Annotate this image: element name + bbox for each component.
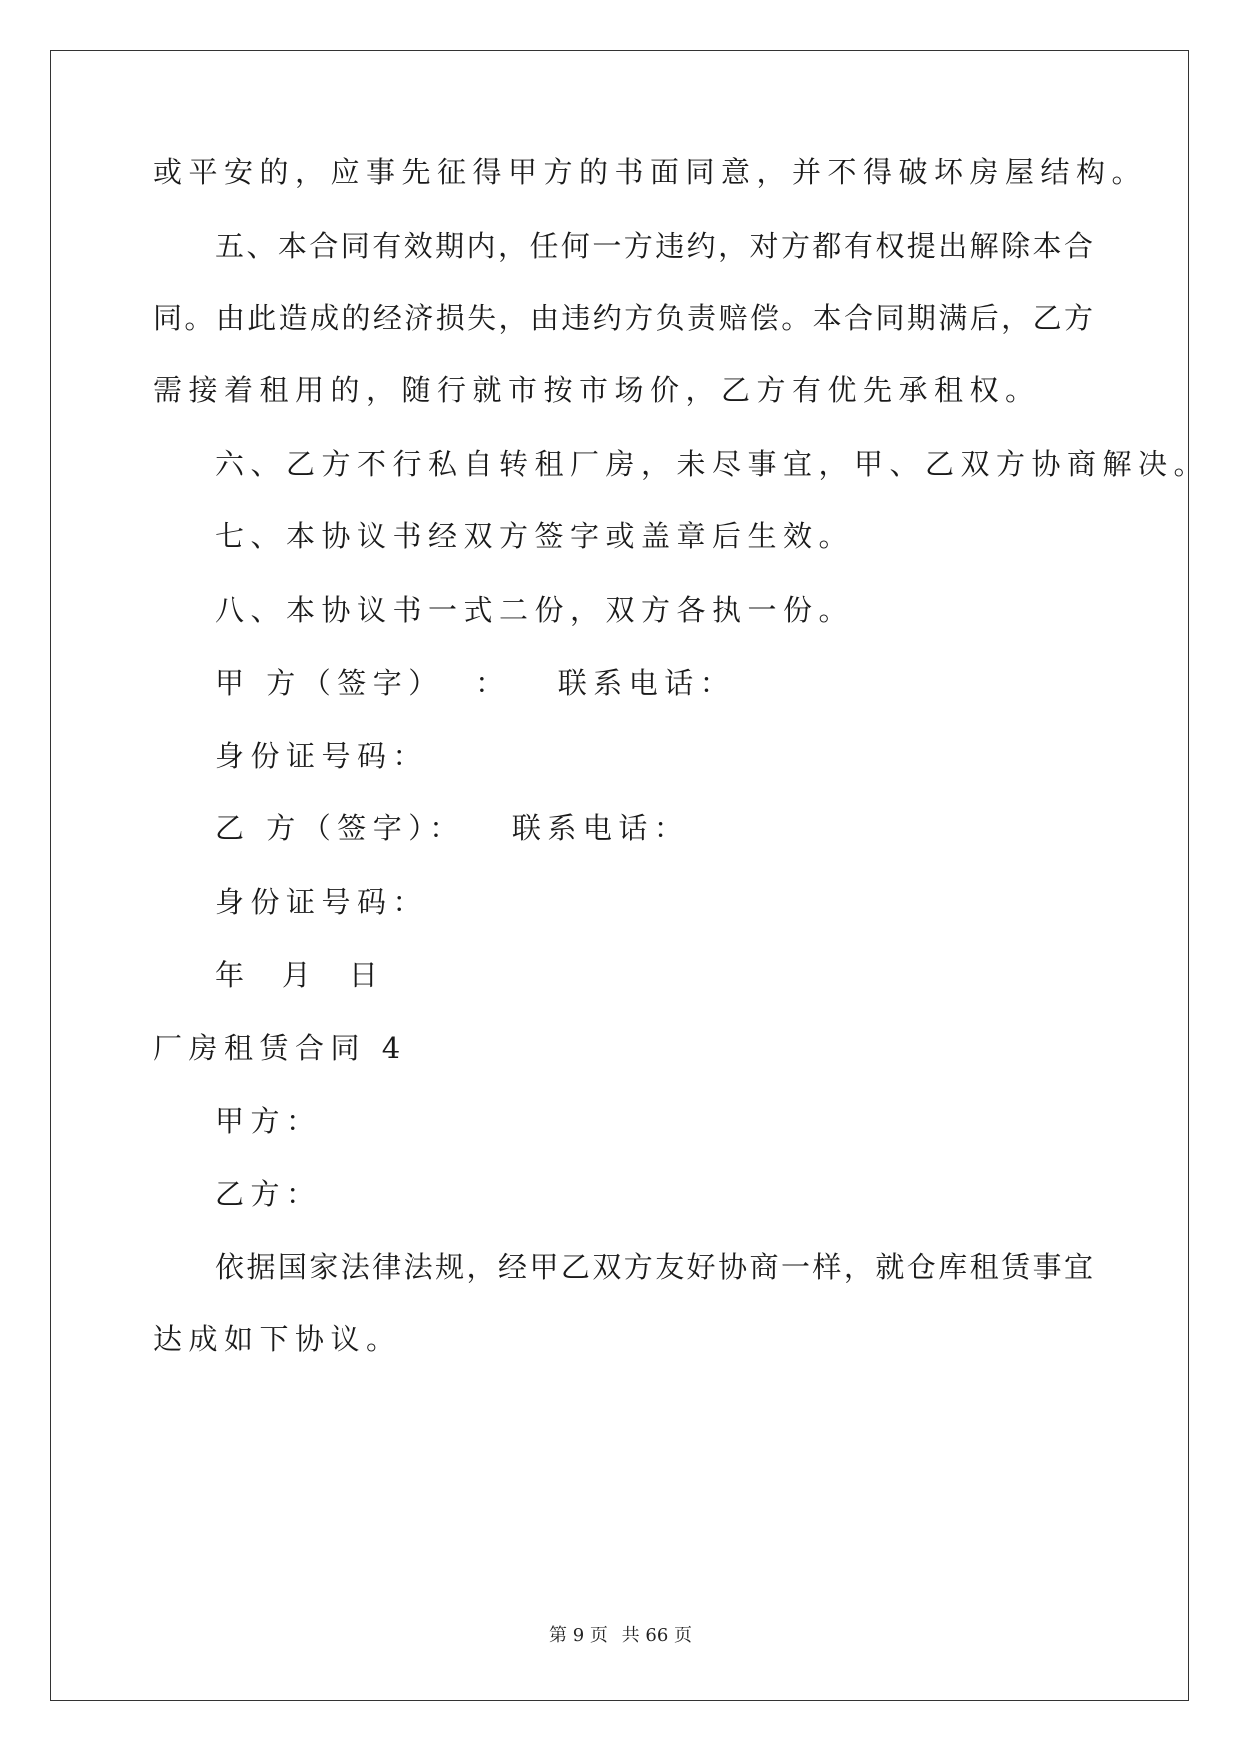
preamble-line-2: 达成如下协议。 [153, 1322, 402, 1356]
party-a-id-number: 身份证号码： [215, 739, 429, 773]
party-b-label: 乙方： [215, 1177, 322, 1211]
page-footer [0, 1624, 1241, 1648]
clause-six: 六、乙方不行私自转租厂房，未尽事宜，甲、乙双方协商解决。 [215, 447, 1210, 481]
party-b-signature: 乙 方（签字）： 联系电话： [215, 811, 690, 845]
clause-five-line-3: 需接着租用的，随行就市按市场价，乙方有优先承租权。 [153, 373, 1041, 407]
preamble-line-1: 依据国家法律法规，经甲乙双方友好协商一样，就仓库租赁事宜 [215, 1250, 1093, 1284]
party-b-id-number: 身份证号码： [215, 885, 429, 919]
page-total: 共 66 页 [621, 1625, 692, 1646]
date-line: 年 月 日 [215, 958, 385, 992]
clause-seven: 七、本协议书经双方签字或盖章后生效。 [215, 519, 855, 553]
party-a-signature: 甲 方（签字） ： 联系电话： [215, 666, 736, 700]
clause-eight: 八、本协议书一式二份，双方各执一份。 [215, 593, 855, 627]
paragraph-line: 或平安的，应事先征得甲方的书面同意，并不得破坏房屋结构。 [153, 155, 1148, 189]
clause-five-line-2: 同。由此造成的经济损失，由违约方负责赔偿。本合同期满后，乙方 [153, 301, 1093, 335]
section-heading: 厂房租赁合同 4 [153, 1031, 407, 1065]
page-number: 第 9 页 [549, 1625, 608, 1646]
party-a-label: 甲方： [215, 1104, 322, 1138]
clause-five-line-1: 五、本合同有效期内，任何一方违约，对方都有权提出解除本合 [215, 229, 1093, 263]
